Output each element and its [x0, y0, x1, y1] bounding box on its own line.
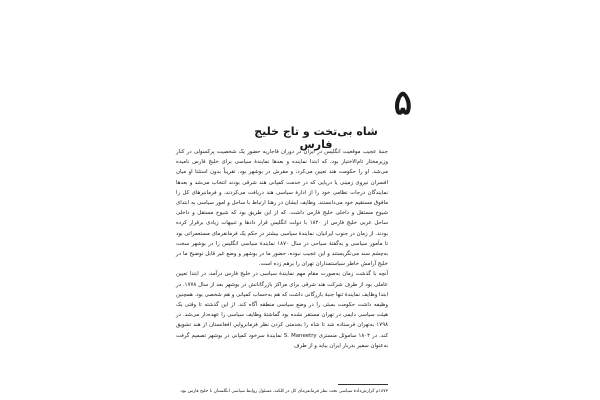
- footnote: ۱۸۷۳م گزارش‌دادهٔ سیاسی تحت نظر فرمانفرمای کل در کلکته، مسئول روابط سیاسی انگلستان با خلیج فارس بود.: [179, 389, 388, 394]
- paragraph: جنبهٔ عجیب موقعیت انگلیس در ایران در دوران قاجاریه حضور یک شخصیت پرکسولی در کنار وزیرمختار تام‌الاختیار بود، که ابتدا نماینده و بعدها نمایندهٔ سیاسی برای خلیج فارس نامیده می‌شد. او را حکومت هند تعیین می‌کرد، و مقرش در بوشهر بود. تقریباً بدون استثنا او میان افسران نیروی زمینی یا دریایی که در خدمت کمپانی هند شرقی بودند انتخاب می‌شد و بعدها نمایندگان درجات نظامی خود را از ادارهٔ سیاسی هند دریافت می‌کردند، و فرمانبرهای کل را مافوق مستقیم خود می‌دانستند. وظایف ایشان در رهنا ارتباط با ساحل و امور سیاسی به ابتدای شیوخ مستقل و داخلی خلیج فارس داشت. که از این طریق بود که شیوخ مستقل و داخلی ساحل عربی خلیج فارس از ۱۸۲۰ با دولت انگلیس قرار دادها و تنبیهات زیادی برقرار کرده بودند. از زمان در جنوب ایرانیان، نمایندهٔ سیاسی بیشتر در حکم یک فرمانفرمای مستعمراتی بود تا مأمور سیاسی و به‌گفتهٔ سیاحی در سال ۱۸۷۰ نمایندهٔ سیاسی انگلیس را در بوشهر سخت به‌چشم سند می‌نگریستند و این عجیب نبوده، حضور ما در بوشهر و وضع غیر قابل توضیح ما در خلیج آرامش خاطر سیاستمداران تهران را برهم زده است.: [176, 149, 388, 268]
- chapter-title: شاه بی‌تخت و تاج خلیج فارس: [254, 125, 378, 151]
- chapter-number: ۵: [393, 83, 412, 123]
- paragraph: آنچه با گذشت زمان به‌صورت مقام مهم نمایندهٔ سیاسی در خلیج فارس درآمد، در ابتدا تعیین عاملی بود از طرف شرکت هند شرقی برای مراکز بازرگانانش در بوشهر بعد از سال ۱۷۷۸. در ابتدا وظایف نمایندهٔ تنها جنبهٔ بازرگانی داشت که هم به‌حساب کمپانی و هم شخصی بود. همچنین وظیفه داشت حکومت بمبئی را در وضع سیاسی منطقه آگاه کند. از این گذشته تا وقتی یک هیئت سیاسی دایمی در تهران مستقر نشده بود گماشتهٔ وظایف سیاسی را عهده‌دار می‌شد. در ۱۷۹۸ به‌تهران فرستاده شد تا شاه را بخدمتی کردن نظر فرمانرواییِ افغانستان از هند تشویق کند. در ۱۸۰۴ ساموئل منستری S. Maneetry نمایندهٔ سرخود کمپانی در بوشهر تصمیم گرفت به‌عنوان سفیر بدربار ایران بیاید و از طرف: [176, 271, 389, 349]
- footnote-divider: [338, 384, 388, 385]
- body-text: [176, 147, 388, 351]
